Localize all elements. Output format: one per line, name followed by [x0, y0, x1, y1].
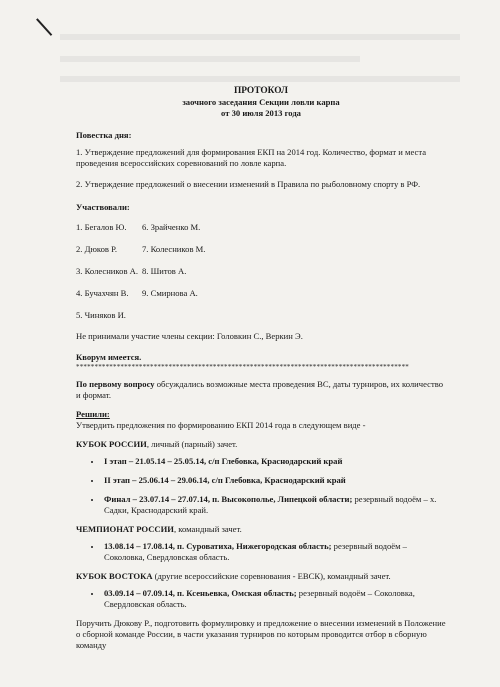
- stage-item: • I этап – 21.05.14 – 25.05.14, с/п Глебовка, Краснодарский край: [102, 456, 446, 467]
- bleed-through-text: [60, 76, 460, 82]
- participants-heading: Участвовали:: [76, 202, 130, 212]
- east-cup-reserve: резервный водоём – Соколовка, Свердловская область.: [104, 588, 415, 609]
- participant: [142, 310, 446, 321]
- stage-item: • II этап – 25.06.14 – 29.06.14, с/п Глебовка, Краснодарский край: [102, 475, 446, 486]
- bleed-through-text: [60, 34, 460, 40]
- agenda-item-1: 1. Утверждение предложений для формирования ЕКП на 2014 год. Количество, формат и места проведения всероссийских соревнований по ловле карпа.: [76, 147, 427, 168]
- final-reserve: резервный водоём – х. Садки, Краснодарский край.: [104, 494, 437, 515]
- participant: 6. Зрайченко М.: [142, 222, 201, 232]
- agenda-item-2: 2. Утверждение предложений о внесении изменений в Правила по рыболовному спорту в РФ.: [76, 179, 421, 189]
- participant: 2. Дюков Р.: [76, 244, 117, 254]
- championship-items: [76, 541, 446, 563]
- participant: 9. Смирнова А.: [142, 288, 198, 298]
- participant: 1. Бегалов Ю.: [76, 222, 127, 232]
- agenda-heading: Повестка дня:: [76, 130, 132, 140]
- championship-date-place: 13.08.14 – 17.08.14, п. Суроватиха, Нижегородская область;: [104, 541, 332, 551]
- cup-russia-title: КУБОК РОССИИ: [76, 439, 147, 449]
- participant: 7. Колесников М.: [142, 244, 206, 254]
- championship-heading: [76, 524, 446, 535]
- closing-instruction: Поручить Дюкову Р., подготовить формулировку и предложение о внесении изменений в Положение о сборной команде России, в части указания турниров по которым проводится отбор в сборную команду: [76, 618, 446, 650]
- doc-subtitle-1: заочного заседания Секции ловли карпа: [182, 97, 340, 107]
- final-title: Финал – 23.07.14 – 27.07.14, п. Высокополье, Липецкой области;: [104, 494, 353, 504]
- first-question-text: обсуждались возможные места проведения ВС, даты турниров, их количество и формат.: [76, 379, 443, 400]
- championship-format: , командный зачет.: [174, 524, 242, 534]
- east-cup-items: [76, 588, 446, 610]
- first-question-label: По первому вопросу: [76, 379, 155, 389]
- separator: ******************************************************************************************: [76, 363, 409, 371]
- stage-item: [102, 494, 446, 516]
- pen-mark: [36, 18, 52, 35]
- approve-text: Утвердить предложения по формированию ЕКП 2014 года в следующем виде -: [76, 420, 366, 430]
- quorum: Кворум имеется.: [76, 352, 142, 362]
- cup-russia-heading: [76, 439, 446, 450]
- east-cup-format: (другие всероссийские соревнования - ЕВСК), командный зачет.: [152, 571, 391, 581]
- participants-list: [76, 222, 446, 321]
- first-question: [76, 379, 446, 401]
- cup-russia-stages: [76, 456, 446, 516]
- doc-subtitle-2: от 30 июля 2013 года: [221, 107, 301, 118]
- participant: 4. Бучахчян В.: [76, 288, 129, 298]
- championship-title: ЧЕМПИОНАТ РОССИИ: [76, 524, 174, 534]
- bleed-through-text: [60, 56, 360, 62]
- participant: 5. Чиняков И.: [76, 310, 126, 320]
- document-body: [76, 86, 446, 651]
- east-cup-item: [102, 588, 446, 610]
- east-cup-title: КУБОК ВОСТОКА: [76, 571, 153, 581]
- participant: 3. Колесников А.: [76, 266, 139, 276]
- decided-heading: Решили:: [76, 409, 110, 419]
- championship-reserve: резервный водоём – Соколовка, Свердловская область.: [104, 541, 407, 562]
- championship-item: [102, 541, 446, 563]
- east-cup-heading: [76, 571, 446, 582]
- participant: 8. Шитов А.: [142, 266, 187, 276]
- cup-russia-format: , личный (парный) зачет.: [146, 439, 238, 449]
- doc-title: ПРОТОКОЛ: [233, 86, 289, 96]
- absent-members: Не принимали участие члены секции: Головкин С., Веркин Э.: [76, 331, 303, 341]
- east-cup-date-place: 03.09.14 – 07.09.14, п. Ксеньевка, Омская область;: [104, 588, 297, 598]
